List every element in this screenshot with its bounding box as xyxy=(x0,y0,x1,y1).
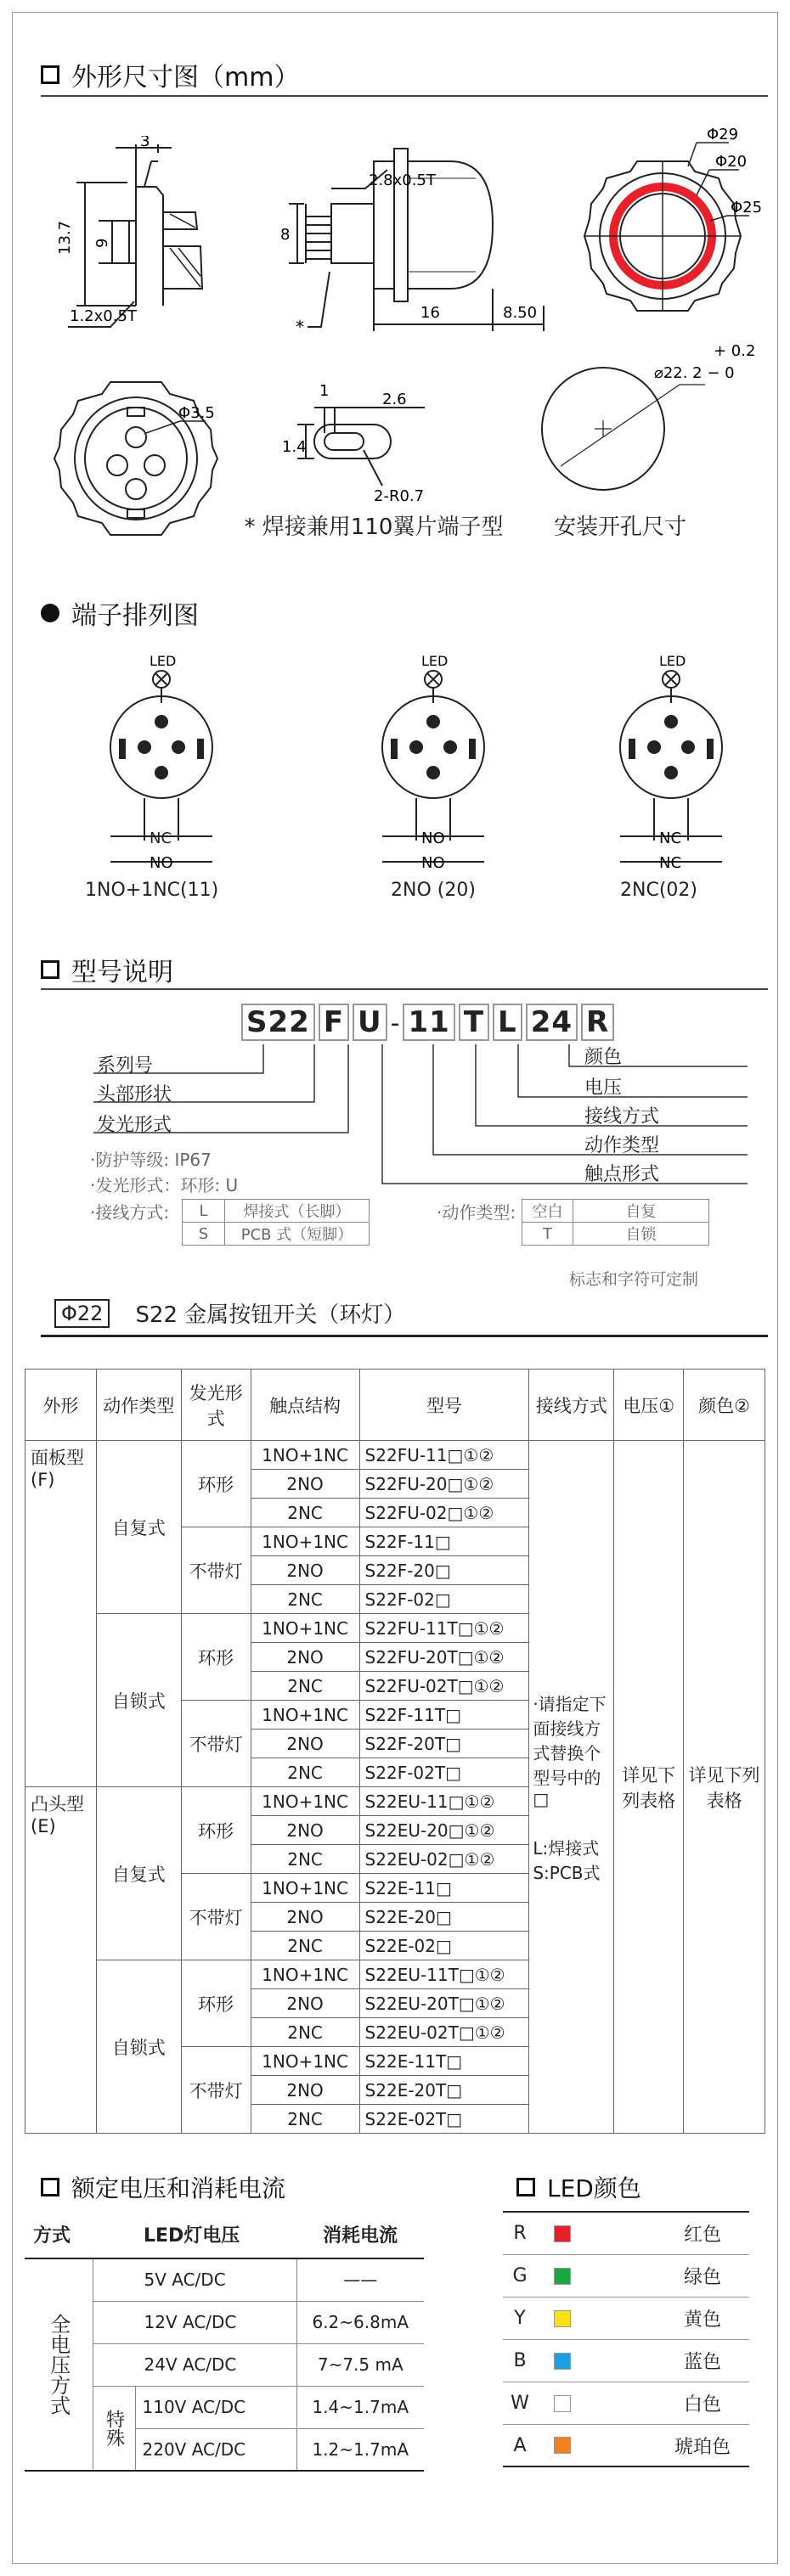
svg-text:LED: LED xyxy=(659,654,686,669)
svg-text:NC: NC xyxy=(150,830,172,847)
checkbox-icon xyxy=(41,960,59,979)
svg-text:NO: NO xyxy=(421,830,445,847)
label-contact: 触点形式 xyxy=(584,1164,660,1185)
color-name: 红色 xyxy=(683,2224,721,2246)
code-color: R xyxy=(581,1004,614,1041)
svg-text:16: 16 xyxy=(420,304,440,322)
cell-light: 不带灯 xyxy=(181,1701,251,1787)
svg-text:2.8x0.5T: 2.8x0.5T xyxy=(369,172,436,189)
color-swatch xyxy=(554,2225,571,2242)
label-action: 动作类型 xyxy=(584,1135,660,1156)
divider xyxy=(41,988,768,990)
cell-light: 不带灯 xyxy=(181,1527,251,1614)
svg-text:2.6: 2.6 xyxy=(382,391,407,408)
cell-contact: 2NC xyxy=(251,1585,359,1614)
color-name: 黄色 xyxy=(683,2309,721,2331)
side-profile-2-drawing xyxy=(280,136,561,340)
cell-contact: 1NO+1NC xyxy=(251,1787,359,1816)
cell-contact: 2NO xyxy=(251,2076,359,2105)
svg-text:NC: NC xyxy=(659,830,682,847)
cell-model: S22FU-02T□①② xyxy=(359,1672,529,1701)
cell-contact: 2NO xyxy=(251,1470,359,1499)
cell-action: 自锁式 xyxy=(96,1614,181,1787)
section-title-colors: LED颜色 xyxy=(516,2170,641,2204)
section-title-voltage: 额定电压和消耗电流 xyxy=(41,2170,285,2204)
cell-model: S22E-02□ xyxy=(359,1932,529,1960)
note-light: ·发光形式：环形: U xyxy=(90,1175,239,1195)
cell-voltage: 详见下列表格 xyxy=(614,1441,684,2134)
svg-text:LED: LED xyxy=(421,654,449,669)
svg-text:*: * xyxy=(296,317,304,337)
action-table: 空白 自复 T 自锁 xyxy=(522,1199,709,1246)
table-row xyxy=(25,1441,765,1470)
th-shape: 外形 xyxy=(25,1370,97,1441)
label-wiring: 接线方式 xyxy=(584,1106,660,1128)
divider xyxy=(41,1335,768,1337)
note-wiring-label: ·接线方式: xyxy=(90,1202,170,1223)
voltage-value: 24V AC/DC xyxy=(144,2354,237,2375)
th-wiring: 接线方式 xyxy=(529,1370,614,1441)
cell-contact: 2NO xyxy=(251,1730,359,1758)
cell-model: S22EU-20T□①② xyxy=(359,1989,529,2018)
product-name: S22 金属按钮开关（环灯） xyxy=(135,1302,406,1328)
cell-model: S22E-02T□ xyxy=(359,2105,529,2134)
pinout-3 xyxy=(595,654,782,917)
current-value: 6.2~6.8mA xyxy=(296,2301,424,2343)
cell-shape: 凸头型(E) xyxy=(25,1787,97,2134)
label-head: 头部形状 xyxy=(97,1084,172,1105)
product-title xyxy=(54,1297,405,1329)
code-head: F xyxy=(319,1004,349,1041)
svg-text:Φ25: Φ25 xyxy=(731,199,763,217)
pinout-2 xyxy=(357,654,544,917)
pinout-diagram xyxy=(595,654,782,875)
color-code: W xyxy=(511,2393,529,2414)
wiring-note: ·请指定下面接线方式替换个型号中的 □ xyxy=(533,1693,607,1809)
cell-color: 详见下列表格 xyxy=(684,1441,765,2134)
cell-light: 环形 xyxy=(181,1960,251,2047)
voltage-table xyxy=(25,2211,424,2472)
cell-light: 环形 xyxy=(181,1614,251,1701)
voltage-value: 5V AC/DC xyxy=(144,2269,226,2291)
code-wiring: L xyxy=(493,1004,522,1041)
checkbox-icon xyxy=(41,65,59,84)
cell-model: S22FU-02□①② xyxy=(359,1499,529,1527)
pinout-diagram xyxy=(357,654,544,875)
svg-text:1: 1 xyxy=(319,382,330,400)
cell-model: S22F-20□ xyxy=(359,1556,529,1585)
color-row xyxy=(503,2340,749,2382)
color-name: 绿色 xyxy=(683,2267,721,2288)
pinout-caption: 1NO+1NC(11) xyxy=(85,880,219,901)
cell-contact: 2NC xyxy=(251,1672,359,1701)
svg-text:1.2x0.5T: 1.2x0.5T xyxy=(70,307,137,325)
svg-text:13.7: 13.7 xyxy=(56,220,74,255)
code-action: T xyxy=(459,1004,489,1041)
svg-text:NO: NO xyxy=(421,854,445,872)
color-name: 琥珀色 xyxy=(674,2436,731,2458)
code-voltage: 24 xyxy=(526,1004,578,1041)
cell-shape: 面板型(F) xyxy=(25,1441,97,1787)
cell-light: 环形 xyxy=(181,1441,251,1527)
cell-model: S22F-11T□ xyxy=(359,1701,529,1730)
color-code: A xyxy=(513,2434,527,2456)
section-title-pinout: 端子排列图 xyxy=(41,594,199,632)
color-swatch xyxy=(554,2353,571,2370)
svg-text:8.50: 8.50 xyxy=(503,304,538,322)
cell-contact: 2NO xyxy=(251,1556,359,1585)
voltage-value: 110V AC/DC xyxy=(142,2397,246,2417)
vh-voltage: LED灯电压 xyxy=(144,2225,240,2247)
svg-text:1.4: 1.4 xyxy=(282,438,307,456)
divider xyxy=(41,95,768,97)
color-code: R xyxy=(513,2223,527,2244)
cell-contact: 2NC xyxy=(251,1932,359,1960)
cell-model: S22E-20T□ xyxy=(359,2076,529,2105)
cell-model: S22EU-02□①② xyxy=(359,1845,529,1874)
color-list xyxy=(503,2211,749,2467)
cell-contact: 1NO+1NC xyxy=(251,1527,359,1556)
cell-model: S22FU-20T□①② xyxy=(359,1643,529,1672)
cell-contact: 2NC xyxy=(251,1758,359,1787)
th-color: 颜色② xyxy=(684,1370,765,1441)
mounting-hole-drawing xyxy=(527,335,765,505)
vh-mode: 方式 xyxy=(33,2225,71,2247)
cell-action: 自复式 xyxy=(96,1441,181,1614)
note-action-label: ·动作类型: xyxy=(437,1202,516,1223)
svg-text:3: 3 xyxy=(140,136,150,150)
mode-full: 全电压方式 xyxy=(25,2258,93,2471)
cell-model: S22E-11T□ xyxy=(359,2047,529,2076)
cell-model: S22F-02□ xyxy=(359,1585,529,1614)
code-dash: - xyxy=(390,1009,400,1038)
current-value: 1.2~1.7mA xyxy=(296,2428,424,2471)
pinout-caption: 2NO (20) xyxy=(391,880,476,901)
cell-action: 自复式 xyxy=(96,1787,181,1960)
svg-text:Φ29: Φ29 xyxy=(707,127,739,143)
svg-text:NO: NO xyxy=(150,854,173,872)
cell-contact: 2NO xyxy=(251,1989,359,2018)
cell-model: S22EU-20□①② xyxy=(359,1816,529,1845)
current-value: 7~7.5 mA xyxy=(296,2343,424,2386)
pinout-diagram xyxy=(85,654,272,875)
color-row xyxy=(503,2298,749,2340)
color-swatch xyxy=(554,2268,571,2285)
cell-model: S22F-02T□ xyxy=(359,1758,529,1787)
bullet-icon xyxy=(41,604,59,622)
cell-light: 不带灯 xyxy=(181,2047,251,2134)
color-row xyxy=(503,2255,749,2298)
color-name: 蓝色 xyxy=(683,2352,721,2373)
custom-note: 标志和字符可定制 xyxy=(569,1270,699,1289)
terminal-caption: * 焊接兼用110翼片端子型 xyxy=(244,515,504,540)
section-title-dimensions: 外形尺寸图（mm） xyxy=(41,56,299,93)
th-action: 动作类型 xyxy=(96,1370,181,1441)
cell-action: 自锁式 xyxy=(96,1960,181,2134)
terminal-drawing xyxy=(263,374,433,518)
cell-contact: 2NC xyxy=(251,1499,359,1527)
side-profile-drawing xyxy=(51,136,221,340)
svg-text:NC: NC xyxy=(659,854,682,872)
code-light: U xyxy=(353,1004,387,1041)
section-title-model: 型号说明 xyxy=(41,951,173,988)
cell-contact: 1NO+1NC xyxy=(251,1614,359,1643)
cell-model: S22F-20T□ xyxy=(359,1730,529,1758)
svg-text:9: 9 xyxy=(93,238,111,248)
mode-special: 特殊 xyxy=(93,2386,135,2471)
cell-contact: 1NO+1NC xyxy=(251,2047,359,2076)
color-code: Y xyxy=(514,2308,526,2329)
svg-text:+ 0.2: + 0.2 xyxy=(714,342,756,360)
current-value: 1.4~1.7mA xyxy=(296,2386,424,2428)
color-row xyxy=(503,2382,749,2425)
svg-text:Φ20: Φ20 xyxy=(715,153,748,171)
color-code: B xyxy=(513,2350,527,2371)
color-swatch xyxy=(554,2395,571,2412)
color-swatch xyxy=(554,2310,571,2327)
cell-contact: 2NO xyxy=(251,1643,359,1672)
voltage-value: 220V AC/DC xyxy=(142,2438,246,2460)
svg-text:8: 8 xyxy=(280,226,291,244)
cell-contact: 1NO+1NC xyxy=(251,1874,359,1903)
voltage-value: 12V AC/DC xyxy=(144,2312,237,2332)
th-light: 发光形式 xyxy=(181,1370,251,1441)
cell-contact: 1NO+1NC xyxy=(251,1960,359,1989)
cell-contact: 2NO xyxy=(251,1903,359,1932)
cell-model: S22EU-11□①② xyxy=(359,1787,529,1816)
cell-model: S22F-11□ xyxy=(359,1527,529,1556)
label-light: 发光形式 xyxy=(97,1115,172,1136)
svg-text:LED: LED xyxy=(150,654,177,669)
code-series: S22 xyxy=(241,1004,315,1041)
pinout-1 xyxy=(85,654,272,917)
cell-contact: 2NO xyxy=(251,1816,359,1845)
cell-contact: 1NO+1NC xyxy=(251,1441,359,1470)
label-series: 系列号 xyxy=(97,1055,154,1077)
product-badge: Φ22 xyxy=(54,1299,110,1328)
back-view-drawing xyxy=(51,374,221,543)
cell-model: S22EU-11T□①② xyxy=(359,1960,529,1989)
label-voltage: 电压 xyxy=(584,1077,623,1099)
color-code: G xyxy=(512,2265,528,2286)
cell-model: S22EU-02T□①② xyxy=(359,2018,529,2047)
label-color: 颜色 xyxy=(584,1047,623,1068)
cell-model: S22E-11□ xyxy=(359,1874,529,1903)
checkbox-icon xyxy=(516,2178,535,2196)
cell-model: S22FU-11□①② xyxy=(359,1441,529,1470)
cell-model: S22FU-11T□①② xyxy=(359,1614,529,1643)
pinout-caption: 2NC(02) xyxy=(620,880,697,901)
svg-text:⌀22. 2 − 0: ⌀22. 2 − 0 xyxy=(654,364,735,382)
cell-contact: 2NC xyxy=(251,2105,359,2134)
vh-current: 消耗电流 xyxy=(322,2225,398,2247)
hole-caption: 安装开孔尺寸 xyxy=(553,515,686,540)
th-voltage: 电压① xyxy=(614,1370,684,1441)
current-value: —— xyxy=(296,2258,424,2301)
svg-text:Φ3.5: Φ3.5 xyxy=(178,404,215,422)
cell-model: S22E-20□ xyxy=(359,1903,529,1932)
cell-contact: 2NC xyxy=(251,2018,359,2047)
model-code xyxy=(241,1004,618,1041)
wiring-options: L:焊接式 S:PCB式 xyxy=(533,1837,601,1883)
color-row xyxy=(503,2425,749,2467)
checkbox-icon xyxy=(41,2178,59,2196)
model-table xyxy=(25,1369,765,2134)
wiring-table: L 焊接式（长脚） S PCB 式（短脚） xyxy=(182,1199,370,1246)
cell-light: 不带灯 xyxy=(181,1874,251,1960)
cell-contact: 1NO+1NC xyxy=(251,1701,359,1730)
color-swatch xyxy=(554,2437,571,2454)
th-contact: 触点结构 xyxy=(251,1370,359,1441)
color-name: 白色 xyxy=(683,2394,721,2416)
svg-text:2-R0.7: 2-R0.7 xyxy=(374,487,425,505)
front-view-drawing xyxy=(561,127,765,340)
note-ip: ·防护等级: IP67 xyxy=(90,1150,212,1170)
cell-light: 环形 xyxy=(181,1787,251,1874)
code-contact: 11 xyxy=(403,1004,454,1041)
color-row xyxy=(503,2213,749,2255)
cell-wiring xyxy=(529,1441,614,2134)
cell-model: S22FU-20□①② xyxy=(359,1470,529,1499)
th-model: 型号 xyxy=(359,1370,529,1441)
cell-contact: 2NC xyxy=(251,1845,359,1874)
